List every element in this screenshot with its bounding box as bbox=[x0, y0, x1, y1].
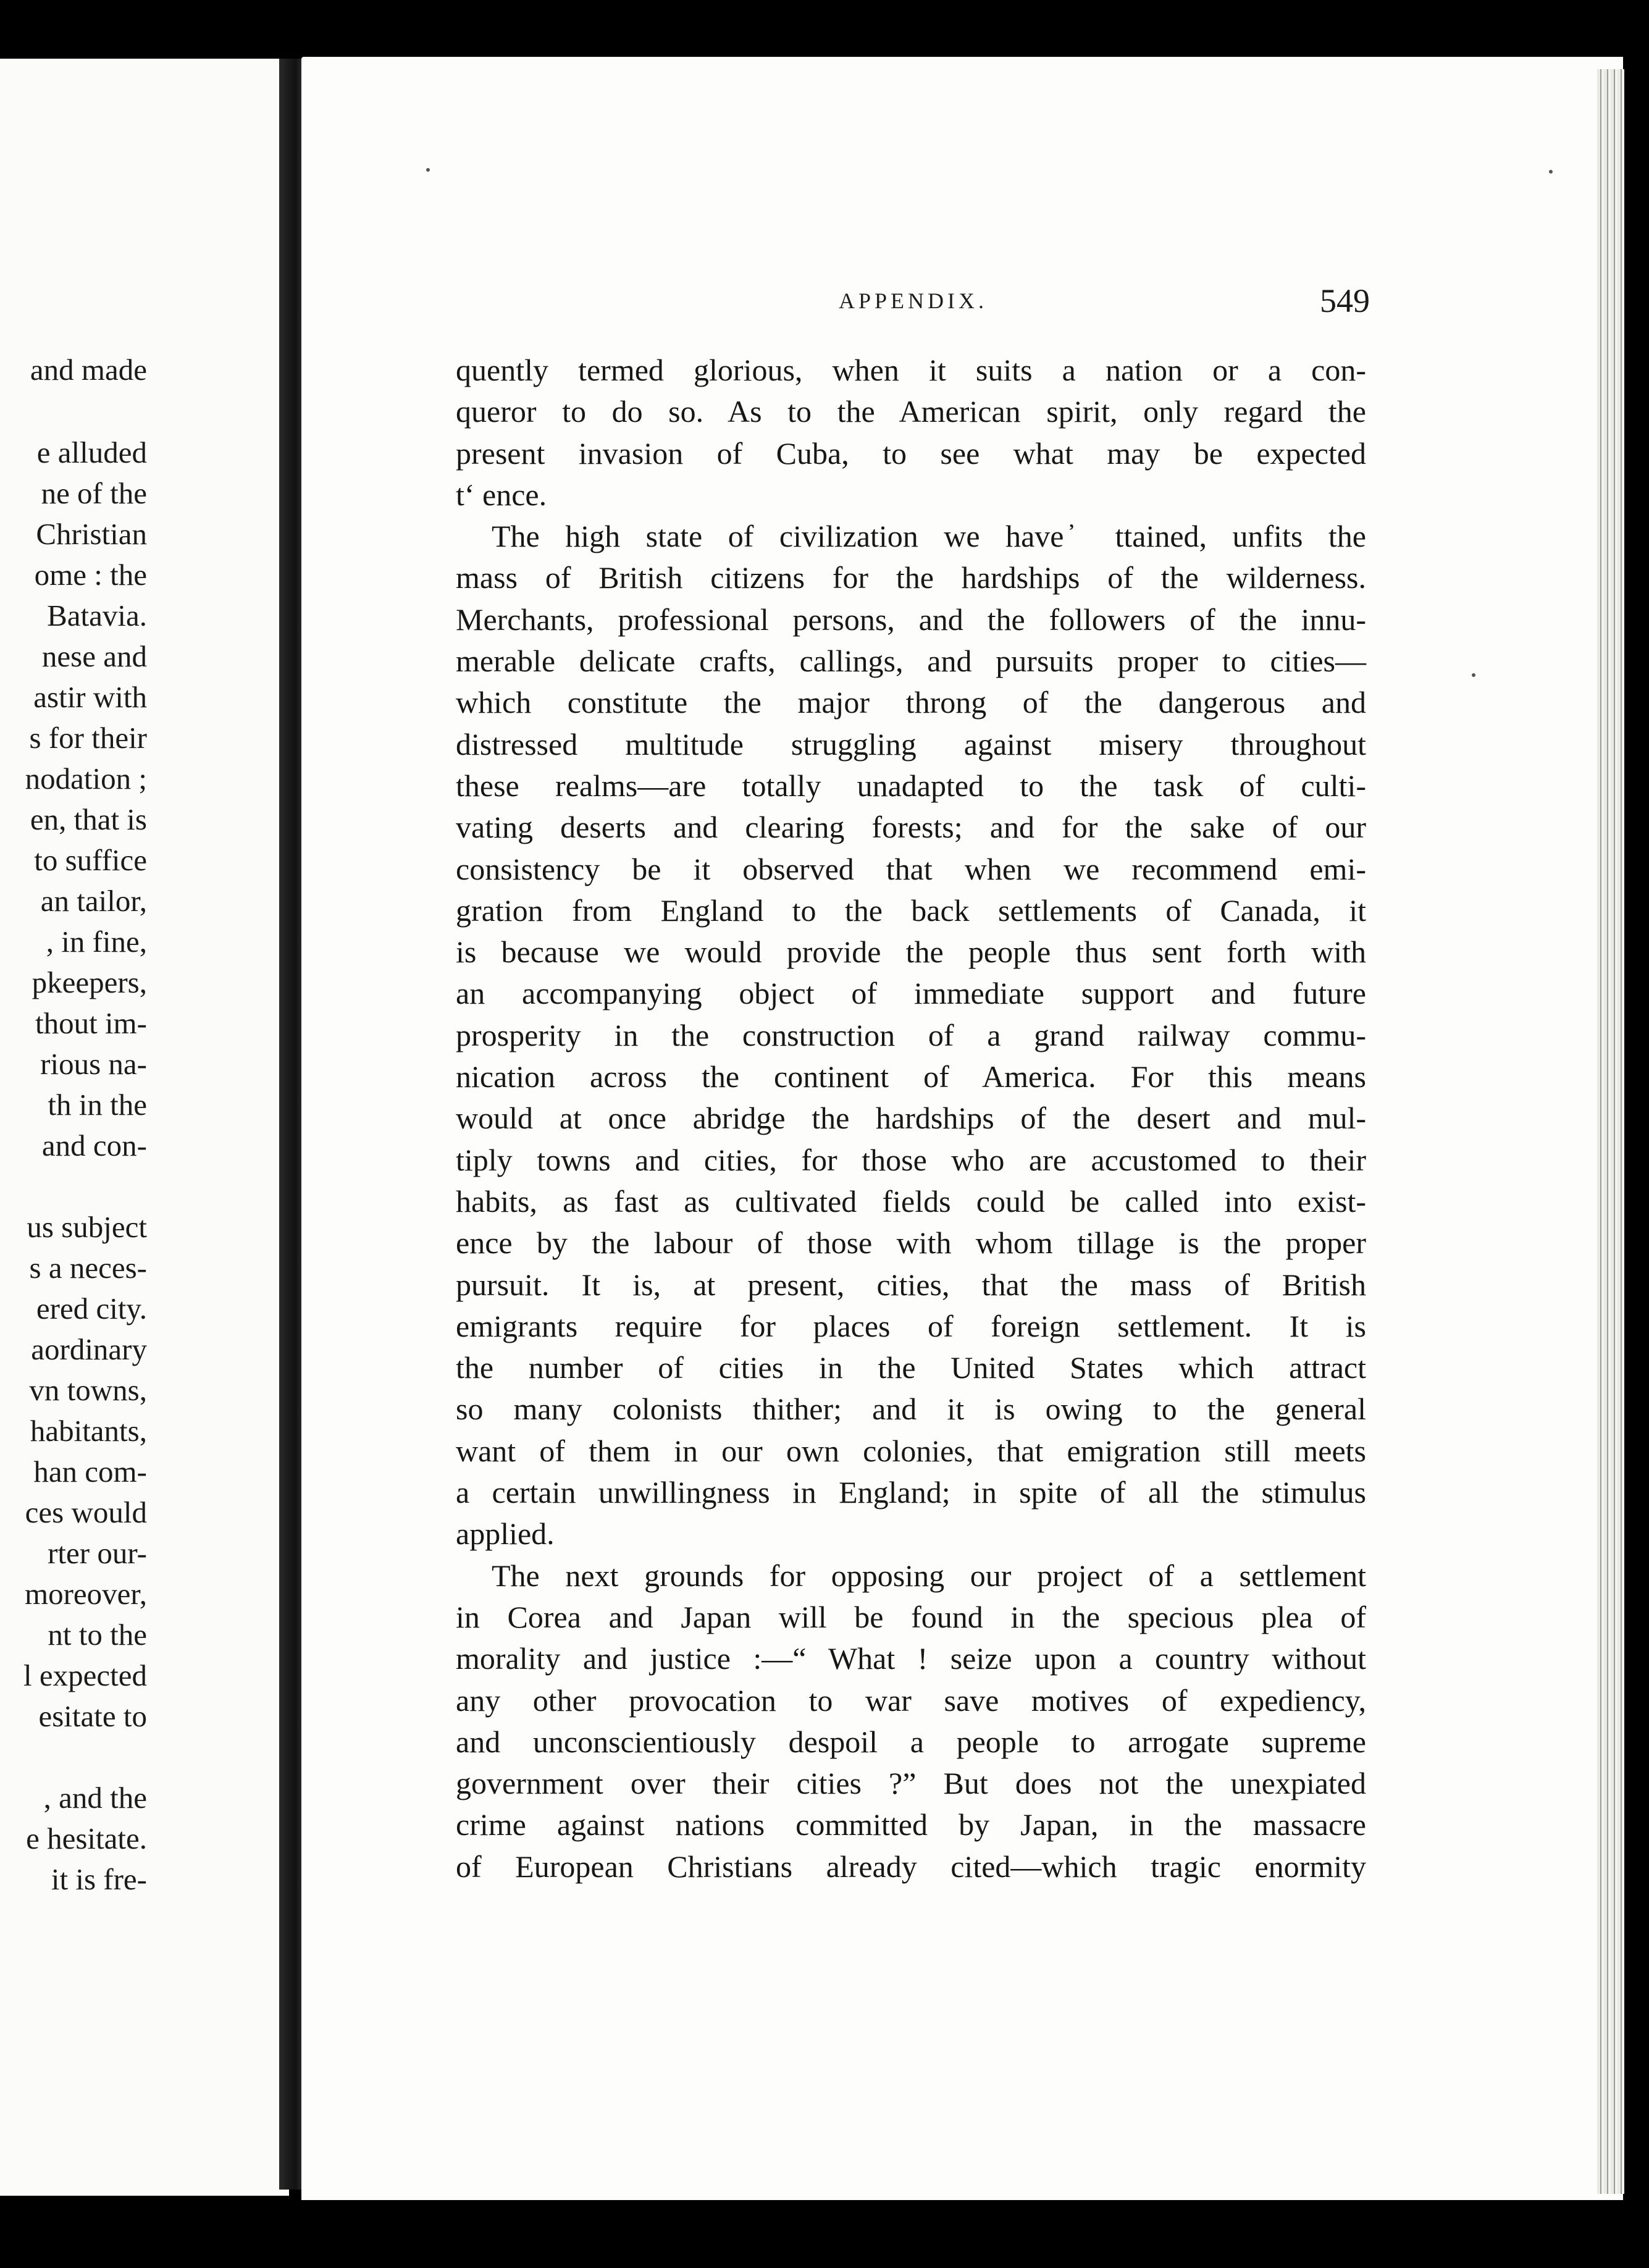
page-edges bbox=[1597, 69, 1624, 2194]
left-page-line: astir with bbox=[33, 680, 147, 714]
left-page-line: ne of the bbox=[41, 476, 147, 510]
text-line: applied. bbox=[456, 1516, 555, 1552]
text-line: and unconscientiously despoil a people to arrogate supreme bbox=[456, 1724, 1366, 1759]
text-line: the number of cities in the United States which attract bbox=[456, 1350, 1366, 1385]
left-page-line: rious na- bbox=[40, 1047, 147, 1081]
text-line: distressed multitude struggling against misery throughout bbox=[456, 726, 1366, 762]
text-line: of European Christians already cited—which tragic enormity bbox=[456, 1849, 1366, 1884]
page-header bbox=[456, 282, 1370, 325]
left-page-line: , and the bbox=[43, 1781, 147, 1815]
left-page-line: th in the bbox=[48, 1088, 147, 1122]
left-page-line: pkeepers, bbox=[31, 965, 147, 999]
text-line: crime against nations committed by Japan, in the massacre bbox=[456, 1807, 1366, 1842]
text-line: a certain unwillingness in England; in spite of all the stimulus bbox=[456, 1475, 1366, 1510]
speck-mark bbox=[1472, 673, 1475, 677]
text-line: which constitute the major throng of the dangerous and bbox=[456, 685, 1366, 720]
left-page-line: l expected bbox=[23, 1658, 147, 1692]
text-line: is because we would provide the people thus sent forth with bbox=[456, 934, 1366, 970]
left-page-line: ome : the bbox=[34, 558, 147, 592]
left-page-line: ered city. bbox=[36, 1292, 147, 1325]
left-page-line: s a neces- bbox=[29, 1251, 147, 1285]
text-line: would at once abridge the hardships of the desert and mul- bbox=[456, 1101, 1366, 1136]
text-line: government over their cities ?” But does not the unexpiated bbox=[456, 1766, 1366, 1801]
text-line: want of them in our own colonies, that emigration still meets bbox=[456, 1433, 1366, 1468]
text-line: pursuit. It is, at present, cities, that the mass of British bbox=[456, 1267, 1366, 1302]
text-line: prosperity in the construction of a grand railway commu- bbox=[456, 1017, 1366, 1052]
text-line: habits, as fast as cultivated fields could be called into exist- bbox=[456, 1183, 1366, 1219]
speck-mark bbox=[1549, 170, 1553, 174]
left-page-line: it is fre- bbox=[51, 1862, 147, 1896]
text-line: The next grounds for opposing our project of a settlement bbox=[492, 1558, 1366, 1593]
left-page-line: aordinary bbox=[31, 1332, 147, 1366]
text-line: nication across the continent of America. For this means bbox=[456, 1059, 1366, 1094]
text-line: so many colonists thither; and it is owing to the general bbox=[456, 1392, 1366, 1427]
left-page-line: nodation ; bbox=[25, 762, 147, 796]
text-line: in Corea and Japan will be found in the specious plea of bbox=[456, 1599, 1366, 1634]
text-line: ence by the labour of those with whom tillage is the proper bbox=[456, 1225, 1366, 1261]
left-page-line: ces would bbox=[25, 1495, 147, 1529]
text-line: emigrants require for places of foreign settlement. It is bbox=[456, 1308, 1366, 1343]
left-page-line: vn towns, bbox=[29, 1373, 147, 1407]
left-page-line: en, that is bbox=[30, 802, 147, 836]
text-line: any other provocation to war save motives of expediency, bbox=[456, 1682, 1366, 1718]
text-line: an accompanying object of immediate support and future bbox=[456, 976, 1366, 1011]
left-page-line: nese and bbox=[41, 639, 147, 673]
left-page-line: Batavia. bbox=[47, 598, 147, 632]
text-line: tʻ ence. bbox=[456, 477, 547, 512]
left-page-line: us subject bbox=[27, 1210, 147, 1244]
left-page-line: , in fine, bbox=[46, 925, 147, 959]
text-line: present invasion of Cuba, to see what may be expected bbox=[456, 435, 1366, 471]
page-number: 549 bbox=[1320, 282, 1370, 319]
left-page-line: to suffice bbox=[34, 843, 147, 877]
text-line: mass of British citizens for the hardships of the wilderness. bbox=[456, 560, 1366, 595]
body-text bbox=[456, 350, 1366, 1888]
text-line: tiply towns and cities, for those who are accustomed to their bbox=[456, 1142, 1366, 1177]
left-page-line: e hesitate. bbox=[26, 1821, 147, 1855]
left-page-line: Christian bbox=[36, 517, 147, 551]
text-line: quently termed glorious, when it suits a nation or a con- bbox=[456, 353, 1366, 387]
left-page-line: habitants, bbox=[30, 1414, 147, 1448]
text-line: these realms—are totally unadapted to the task of culti- bbox=[456, 768, 1366, 803]
text-line: morality and justice :—“ What ! seize upon a country without bbox=[456, 1641, 1366, 1676]
left-page-line: and con- bbox=[41, 1128, 147, 1162]
left-page-line: an tailor, bbox=[40, 884, 147, 918]
left-page-line: han com- bbox=[33, 1455, 147, 1489]
speck-mark bbox=[426, 168, 430, 172]
left-page-line: rter our- bbox=[48, 1536, 147, 1570]
text-line: merable delicate crafts, callings, and pursuits proper to cities— bbox=[456, 644, 1366, 679]
left-page-line: s for their bbox=[29, 721, 147, 755]
left-page-line: nt to the bbox=[48, 1618, 147, 1652]
text-line: queror to do so. As to the American spirit, only regard the bbox=[456, 394, 1366, 429]
left-page-line: e alluded bbox=[36, 435, 147, 469]
left-page bbox=[0, 59, 289, 2196]
text-line: The high state of civilization we have ̓ ttained, unfits the bbox=[492, 519, 1366, 554]
left-page-line: esitate to bbox=[38, 1699, 147, 1733]
left-page-line: thout im- bbox=[35, 1006, 147, 1040]
text-line: consistency be it observed that when we recommend emi- bbox=[456, 851, 1366, 886]
left-page-line: moreover, bbox=[24, 1577, 147, 1611]
text-line: vating deserts and clearing forests; and for the sake of our bbox=[456, 810, 1366, 845]
text-line: Merchants, professional persons, and the followers of the innu- bbox=[456, 602, 1366, 637]
text-line: gration from England to the back settlements of Canada, it bbox=[456, 892, 1366, 928]
running-head: APPENDIX. bbox=[839, 288, 988, 313]
left-page-line: and made bbox=[30, 353, 147, 387]
